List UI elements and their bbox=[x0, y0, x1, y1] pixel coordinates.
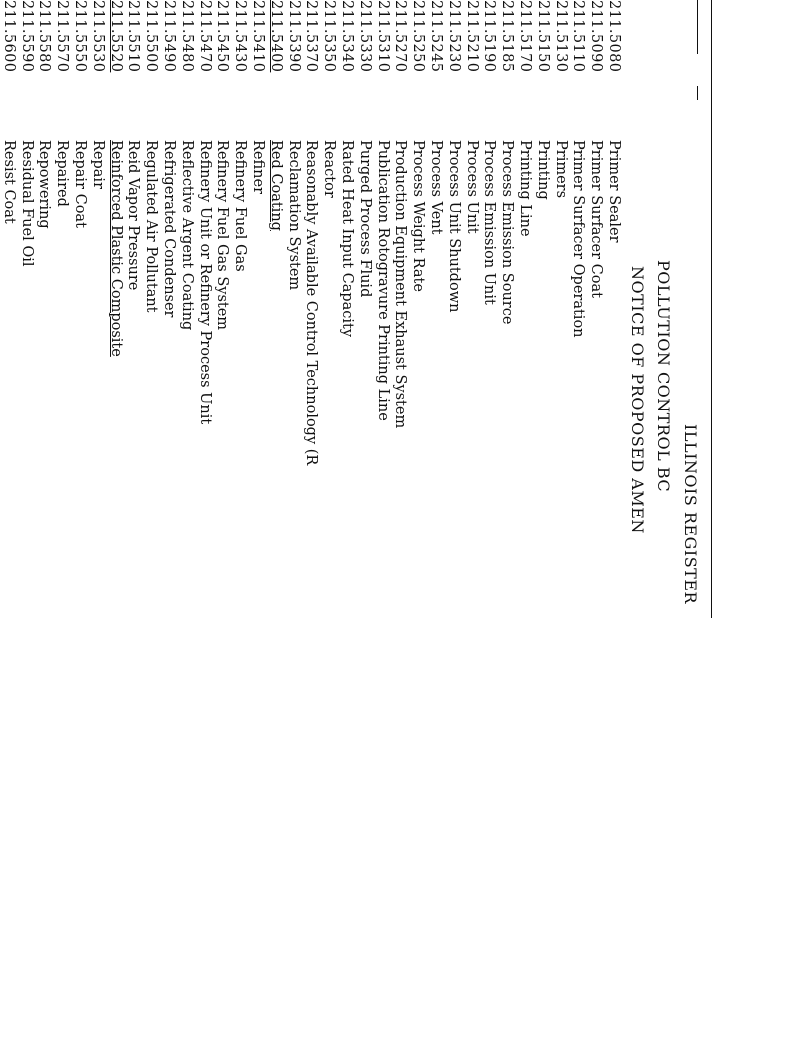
definition-row bbox=[284, 0, 302, 618]
defined-term: Repaired bbox=[54, 140, 71, 207]
section-number: 211.5450 bbox=[214, 0, 231, 73]
definition-row bbox=[0, 0, 17, 618]
definition-row bbox=[462, 0, 480, 618]
definition-list bbox=[0, 0, 622, 618]
section-number: 211.5210 bbox=[463, 0, 480, 73]
defined-term: Reactor bbox=[321, 140, 338, 198]
section-number: 211.5580 bbox=[36, 0, 53, 73]
definition-row bbox=[141, 0, 159, 618]
section-number: 211.5390 bbox=[285, 0, 302, 73]
defined-term: Refinery Fuel Gas bbox=[232, 140, 249, 272]
notice-title: NOTICE OF PROPOSED AMEN bbox=[628, 266, 647, 534]
definition-row bbox=[337, 0, 355, 618]
section-number: 211.5520 bbox=[107, 0, 124, 73]
defined-term: Printing bbox=[534, 140, 551, 200]
definition-row bbox=[177, 0, 195, 618]
defined-term: Process Weight Rate bbox=[410, 140, 427, 292]
header-dash bbox=[697, 86, 698, 100]
definition-row bbox=[230, 0, 248, 618]
board-title: POLLUTION CONTROL BC bbox=[654, 260, 673, 493]
section-number: 211.5470 bbox=[196, 0, 213, 73]
definition-row bbox=[124, 0, 142, 618]
section-number: 211.5410 bbox=[250, 0, 267, 73]
section-number: 211.5490 bbox=[161, 0, 178, 73]
defined-term: Resist Coat bbox=[0, 140, 17, 224]
defined-term: Printing Line bbox=[517, 140, 534, 237]
section-number: 211.5130 bbox=[552, 0, 569, 73]
section-number: 211.5530 bbox=[89, 0, 106, 73]
defined-term: Process Vent bbox=[428, 140, 445, 235]
definition-row bbox=[551, 0, 569, 618]
definition-row bbox=[35, 0, 53, 618]
section-number: 211.5090 bbox=[588, 0, 605, 73]
header-rule bbox=[711, 0, 712, 618]
definition-row bbox=[408, 0, 426, 618]
definition-row bbox=[70, 0, 88, 618]
section-number: 211.5430 bbox=[232, 0, 249, 73]
section-number: 211.5185 bbox=[499, 0, 516, 73]
defined-term: Process Emission Source bbox=[499, 140, 516, 325]
definition-row bbox=[426, 0, 444, 618]
section-number: 211.5190 bbox=[481, 0, 498, 73]
definition-row bbox=[604, 0, 622, 618]
defined-term: Process Emission Unit bbox=[481, 140, 498, 305]
defined-term: Residual Fuel Oil bbox=[18, 140, 35, 267]
defined-term: Refiner bbox=[250, 140, 267, 195]
section-number: 211.5250 bbox=[410, 0, 427, 73]
section-number: 211.5510 bbox=[125, 0, 142, 73]
defined-term: Process Unit bbox=[463, 140, 480, 234]
defined-term: Reasonably Available Control Technology (R bbox=[303, 140, 320, 466]
defined-term: Repair Coat bbox=[72, 140, 89, 228]
definition-row bbox=[266, 0, 284, 618]
section-number: 211.5330 bbox=[356, 0, 373, 73]
section-number: 211.5340 bbox=[339, 0, 356, 73]
defined-term: Production Equipment Exhaust System bbox=[392, 140, 409, 429]
definition-row bbox=[17, 0, 35, 618]
definition-row bbox=[319, 0, 337, 618]
defined-term: Process Unit Shutdown bbox=[445, 140, 462, 313]
defined-term: Reid Vapor Pressure bbox=[125, 140, 142, 291]
defined-term: Primers bbox=[552, 140, 569, 199]
section-number: 211.5570 bbox=[54, 0, 71, 73]
defined-term: Reclamation System bbox=[285, 140, 302, 291]
section-number: 211.5170 bbox=[517, 0, 534, 73]
defined-term: Primer Sealer bbox=[606, 140, 622, 243]
defined-term: Refrigerated Condenser bbox=[161, 140, 178, 318]
definition-row bbox=[515, 0, 533, 618]
header-dash bbox=[697, 0, 698, 54]
defined-term: Rated Heat Input Capacity bbox=[339, 140, 356, 338]
section-number: 211.5080 bbox=[606, 0, 622, 73]
section-number: 211.5590 bbox=[18, 0, 35, 73]
section-number: 211.5310 bbox=[374, 0, 391, 73]
section-number: 211.5230 bbox=[445, 0, 462, 73]
definition-row bbox=[159, 0, 177, 618]
section-number: 211.5400 bbox=[267, 0, 284, 73]
definition-row bbox=[355, 0, 373, 618]
defined-term: Reflective Argent Coating bbox=[178, 140, 195, 331]
defined-term: Red Coating bbox=[267, 140, 284, 231]
section-number: 211.5480 bbox=[178, 0, 195, 73]
section-number: 211.5110 bbox=[570, 0, 587, 73]
definition-row bbox=[53, 0, 71, 618]
definition-row bbox=[497, 0, 515, 618]
definition-row bbox=[248, 0, 266, 618]
section-number: 211.5150 bbox=[534, 0, 551, 73]
section-number: 211.5245 bbox=[428, 0, 445, 73]
defined-term: Repair bbox=[89, 140, 106, 189]
defined-term: Repowering bbox=[36, 140, 53, 229]
defined-term: Purged Process Fluid bbox=[356, 140, 373, 298]
defined-term: Primer Surfacer Operation bbox=[570, 140, 587, 338]
section-number: 211.5550 bbox=[72, 0, 89, 73]
definition-row bbox=[373, 0, 391, 618]
definition-row bbox=[213, 0, 231, 618]
defined-term: Regulated Air Pollutant bbox=[143, 140, 160, 313]
section-number: 211.5270 bbox=[392, 0, 409, 73]
defined-term: Primer Surfacer Coat bbox=[588, 140, 605, 298]
definition-row bbox=[302, 0, 320, 618]
defined-term: Refinery Unit or Refinery Process Unit bbox=[196, 140, 213, 425]
definition-row bbox=[569, 0, 587, 618]
defined-term: Publication Rotogravure Printing Line bbox=[374, 140, 391, 421]
definition-row bbox=[586, 0, 604, 618]
definition-row bbox=[195, 0, 213, 618]
defined-term: Reinforced Plastic Composite bbox=[107, 140, 124, 357]
section-number: 211.5370 bbox=[303, 0, 320, 73]
section-number: 211.5500 bbox=[143, 0, 160, 73]
definition-row bbox=[533, 0, 551, 618]
definition-row bbox=[444, 0, 462, 618]
definition-row bbox=[88, 0, 106, 618]
definition-row bbox=[391, 0, 409, 618]
definition-row bbox=[106, 0, 124, 618]
defined-term: Refinery Fuel Gas System bbox=[214, 140, 231, 331]
register-title: ILLINOIS REGISTER bbox=[681, 424, 700, 605]
section-number: 211.5350 bbox=[321, 0, 338, 73]
definition-row bbox=[480, 0, 498, 618]
section-number: 211.5600 bbox=[0, 0, 17, 73]
